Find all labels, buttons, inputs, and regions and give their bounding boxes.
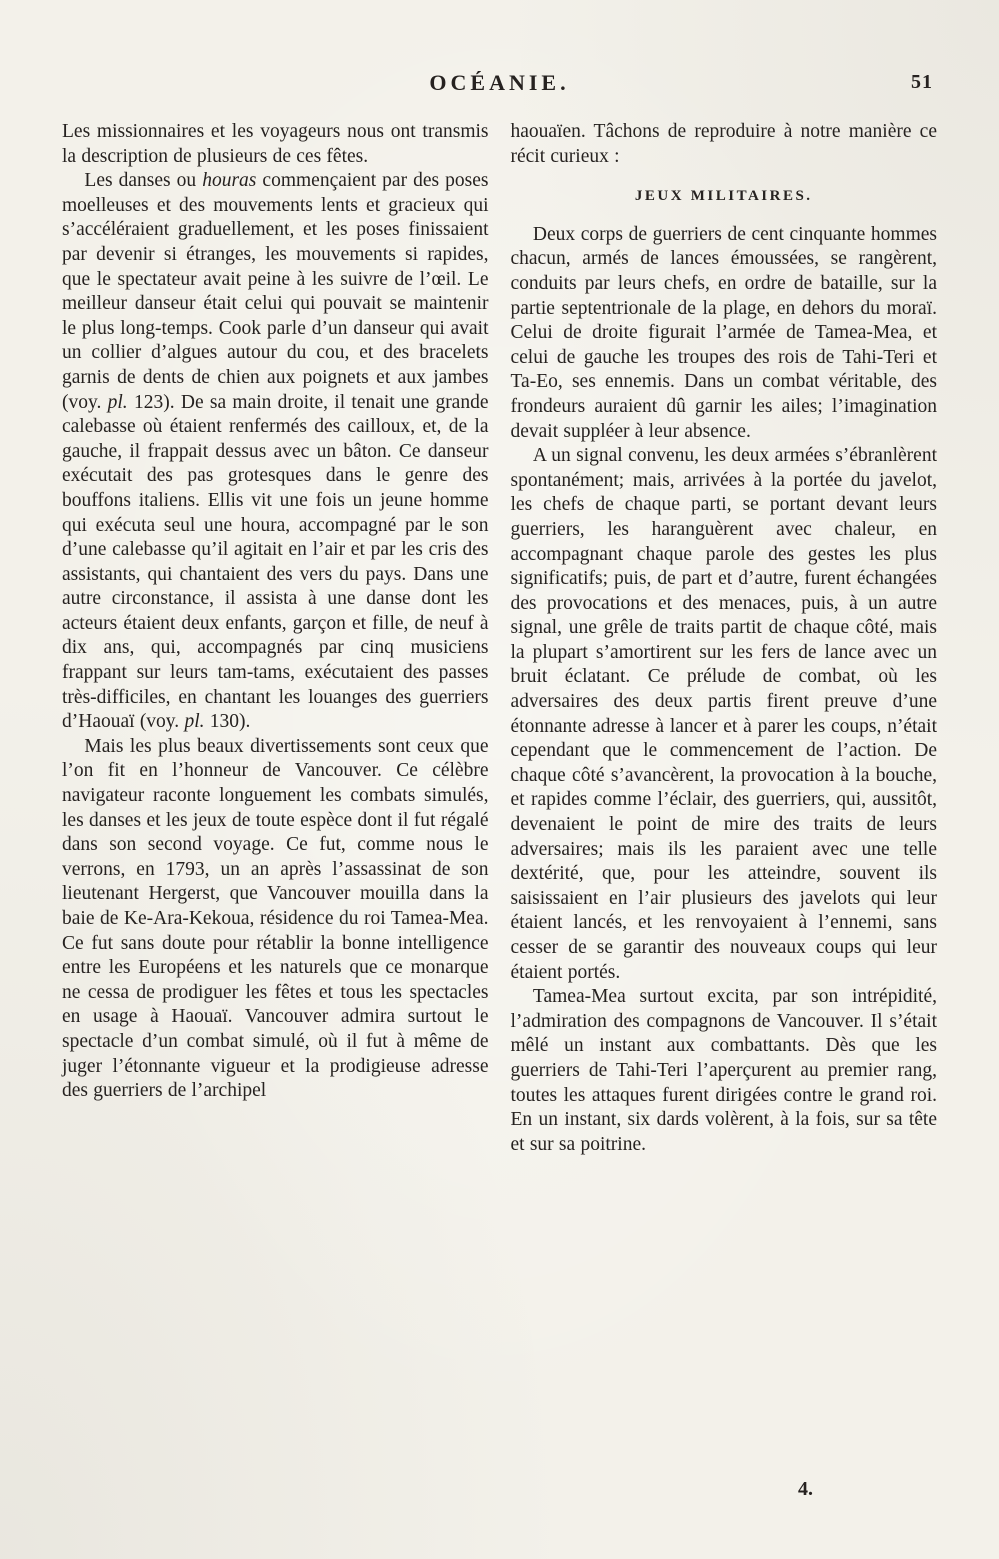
running-title: OCÉANIE. (429, 70, 570, 95)
paragraph (511, 985, 938, 1157)
text-run: Deux corps de guerriers de cent cinquante hommes chacun, armés de lances émoussées, se rangèrent, conduits par leurs chefs, en ordre de bataille, sur la partie septentrionale de la plage, en dehors du moraï. Celui de droite figurait l’armée de Tamea-Mea, et celui de gauche les troupes des rois de Tahi-Teri et Ta-Eo, ses ennemis. Dans un combat véritable, des frondeurs auraient dû garnir les ailes; l’imagination devait suppléer à leur absence. (510, 223, 937, 442)
paragraph (511, 223, 938, 444)
signature-mark: 4. (798, 1478, 813, 1500)
text-columns (62, 120, 937, 1157)
text-run: A un signal convenu, les deux armées s’ébranlèrent spontanément; mais, arrivées à la portée du javelot, les chefs de chaque parti, se portant devant leurs guerriers, les haranguèrent avec chaleur, en accompagnant chaque parole des gestes les plus significatifs; puis, de part et d’autre, furent échangées des provocations et des menaces, puis, à un autre signal, une grêle de traits partit de chaque côté, mais la plupart s’amortirent sur les fers de lance avec un bruit éclatant. Ce prélude de combat, où les adversaires des deux partis firent preuve d’une étonnante adresse à lancer et à parer les coups, n’était cependant que le commencement de l’action. De chaque côté s’avancèrent, la provocation à la bouche, et rapides comme l’éclair, des guerriers, qui, aussitôt, devenaient le point de mire des traits de leurs adversaires; mais ils les paraient avec une telle dextérité, que, pour les atteindre, souvent ils saisissaient en l’air plusieurs des javelots qui leur étaient lancés, et les renvoyaient à l’ennemi, sans cesser de se garantir des nouveaux coups qui leur étaient portés. (510, 445, 937, 983)
paragraph (62, 735, 489, 1104)
text-run: 130). (204, 711, 251, 733)
text-run: 123). De sa main droite, il tenait une grande calebasse où étaient renfermés des cailloux, et, de la gauche, il frappait dessus avec un bâton. Ce danseur exécutait des pas grotesques dans le genre des bouffons italiens. Ellis vit une fois un jeune homme qui exécuta seul une houra, accompagné par le son d’une calebasse qu’il agitait en l’air et par les cris des assistants, qui chantaient des vers du pays. Dans une autre circonstance, il assista à une danse dont les acteurs étaient deux enfants, garçon et fille, de neuf à dix ans, qui, accompagnés par cinq musiciens frappant sur leurs tam-tams, exécutaient des passes très-difficiles, en chantant les louanges des guerriers d’Haouaï (voy. (62, 391, 489, 733)
page-header (62, 70, 937, 104)
paragraph (62, 120, 489, 169)
text-column-left (62, 120, 489, 1157)
page-number: 51 (911, 71, 933, 93)
italic-text-run: pl. (184, 711, 205, 733)
paragraph (62, 169, 489, 735)
section-heading: JEUX MILITAIRES. (634, 188, 813, 205)
text-run: Les missionnaires et les voyageurs nous ont transmis la description de plusieurs de ces fêtes. (62, 121, 489, 167)
text-run: Tamea-Mea surtout excita, par son intrépidité, l’admiration des compagnons de Vancouver. Il s’était mêlé un instant aux combattants. Dès que les guerriers de Tahi-Teri l’aperçurent au premier rang, toutes les attaques furent dirigées contre le grand roi. En un instant, six dards volèrent, à la fois, sur sa tête et sur sa poitrine. (510, 986, 937, 1155)
italic-text-run: houras (202, 170, 257, 192)
text-run: commençaient par des poses moelleuses et des mouvements lents et gracieux qui s’accéléraient graduellement, et les poses finissaient par devenir si étranges, les mouvements si rapides, que le spectateur avait peine à les suivre de l’œil. Le meilleur danseur était celui qui pouvait se maintenir le plus long-temps. Cook parle d’un danseur qui avait un collier d’algues autour du cou, et des bracelets garnis de dents de chien aux poignets et aux jambes (voy. (62, 170, 489, 413)
paragraph (511, 444, 938, 985)
text-run: haouaïen. Tâchons de reproduire à notre manière ce récit curieux : (510, 121, 937, 167)
text-run: Les danses ou (84, 170, 203, 192)
text-run: Mais les plus beaux divertissements sont ceux que l’on fit en l’honneur de Vancouver. Ce célèbre navigateur raconte longuement les combats simulés, les danses et les jeux de toute espèce dont il fut régalé dans son second voyage. Ce fut, comme nous le verrons, en 1793, un an après l’assassinat de son lieutenant Hergerst, que Vancouver mouilla dans la baie de Ke-Ara-Kekoua, résidence du roi Tamea-Mea. Ce fut sans doute pour rétablir la bonne intelligence entre les Européens et les naturels que ce monarque ne cessa de prodiguer les fêtes et tous les spectacles en usage à Haouaï. Vancouver admira surtout le spectacle d’un combat simulé, où il fut à même de juger l’étonnante vigueur et la prodigieuse adresse des guerriers de l’archipel (62, 735, 489, 1102)
paragraph (511, 120, 938, 169)
italic-text-run: pl. (107, 391, 128, 413)
text-column-right (511, 120, 938, 1157)
